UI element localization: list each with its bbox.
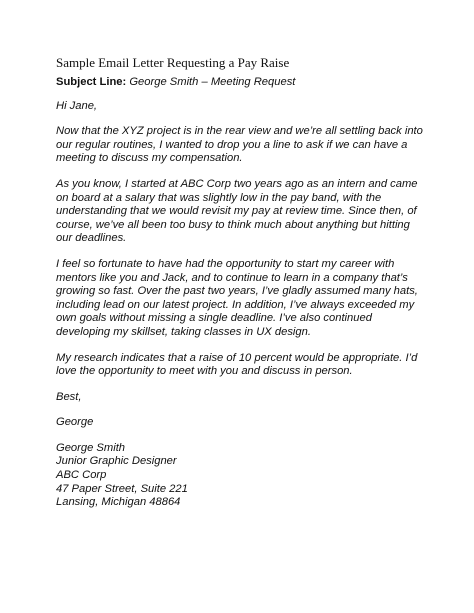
signature-street: 47 Paper Street, Suite 221 <box>56 482 188 495</box>
paragraph-1: Now that the XYZ project is in the rear view and we’re all settling back into our regular routines, I wanted to drop you a line to ask if we can have a meeting to discuss my compensation. <box>56 125 423 165</box>
signoff-name: George <box>56 416 94 429</box>
subject-value: George Smith – Meeting Request <box>129 76 296 88</box>
signature-company: ABC Corp <box>56 469 107 482</box>
closing: Best, <box>56 390 82 403</box>
paragraph-3: I feel so fortunate to have had the opportunity to start my career with mentors like you and Jack, and to continue to learn in a company that’s growing so fast. Over the past two years, I’ve gladly assumed many hats, including lead on our latest project. In addition, I’ve always exceeded my own goals without missing a single deadline. I’ve also continued developing my skillset, taking classes in UX design. <box>56 257 418 338</box>
signature-block <box>56 442 426 510</box>
document-title: Sample Email Letter Requesting a Pay Raise <box>56 55 290 70</box>
signature-name: George Smith <box>56 441 126 454</box>
paragraph-2: As you know, I started at ABC Corp two years ago as an intern and came on board at a salary that was slightly low in the pay band, with the understanding that we would revisit my pay at review time. Since then, of course, we’ve all been too busy to think much about anything but hitting our deadlines. <box>56 177 418 245</box>
letter-body <box>56 76 426 510</box>
greeting: Hi Jane, <box>56 99 98 112</box>
signature-city: Lansing, Michigan 48864 <box>56 496 181 509</box>
subject-line <box>56 76 426 90</box>
paragraph-4: My research indicates that a raise of 10 percent would be appropriate. I’d love the opportunity to meet with you and discuss in person. <box>56 351 418 378</box>
signature-job-title: Junior Graphic Designer <box>56 455 177 468</box>
subject-label: Subject Line: <box>56 76 127 88</box>
